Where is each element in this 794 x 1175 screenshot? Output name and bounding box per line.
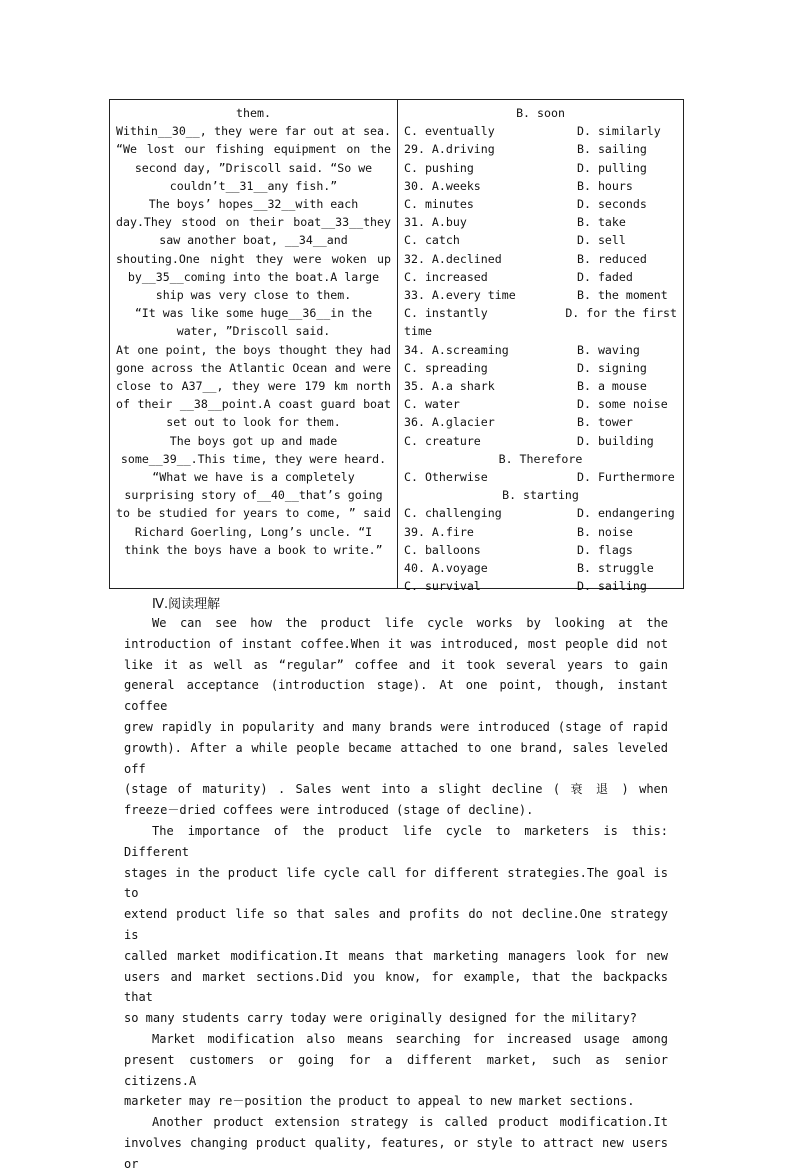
option-right: D. sailing	[577, 579, 647, 594]
option-row	[404, 159, 677, 177]
option-left: 35. A.a shark	[404, 379, 495, 394]
option-right: D. for the first	[565, 306, 677, 321]
option-right: B. sailing	[577, 142, 647, 157]
passage-line: We can see how the product life cycle works by looking at the	[152, 616, 668, 630]
cloze-line: think the boys have a book to write.”	[124, 542, 383, 557]
option-row	[404, 213, 677, 231]
option-right: D. similarly	[577, 124, 661, 139]
option-row	[404, 140, 677, 158]
cloze-line: close to A37__, they were 179 km north	[116, 379, 391, 394]
option-right: B. reduced	[577, 251, 647, 266]
option-left: C. instantly	[404, 306, 488, 321]
cloze-line: Within__30__, they were far out at sea.	[116, 124, 391, 139]
passage-line: extend product life so that sales and profits do not decline.One strategy is	[124, 907, 668, 942]
option-row	[404, 468, 677, 486]
option-left: C. minutes	[404, 197, 474, 212]
passage-paragraph	[124, 613, 668, 821]
cloze-line: of their __38__point.A coast guard boat	[116, 397, 391, 412]
passage-line: introduction of instant coffee.When it was introduced, most people did not	[124, 636, 668, 651]
option-right: B. the moment	[577, 288, 668, 303]
passage-line: involves changing product quality, features, or style to attract new users or	[124, 1135, 668, 1171]
cloze-table	[109, 99, 684, 594]
option-row	[404, 541, 677, 559]
option-left: C. challenging	[404, 506, 502, 521]
passage-line: stages in the product life cycle call for different strategies.The goal is to	[124, 865, 668, 901]
cloze-line: day.They stood on their boat__33__they	[116, 215, 391, 230]
option-left: C. eventually	[404, 124, 495, 139]
passage-line: so many students carry today were originally designed for the military?	[124, 1011, 637, 1026]
cloze-line: “It was like some huge__36__in the	[134, 306, 373, 321]
option-row	[404, 504, 677, 522]
passage-line: growth). After a while people became attached to one brand, sales leveled off	[124, 740, 668, 776]
passage-paragraph	[124, 1029, 668, 1112]
option-right: D. signing	[577, 360, 647, 375]
cloze-line: Richard Goerling, Long’s uncle. “I	[134, 524, 373, 539]
option-right: D. seconds	[577, 197, 647, 212]
option-left: C. catch	[404, 233, 460, 248]
passage-paragraph	[124, 1112, 668, 1174]
option-line: B. starting	[502, 488, 579, 503]
option-left: 34. A.screaming	[404, 342, 509, 357]
cloze-line: water, ”Driscoll said.	[176, 324, 331, 339]
cloze-line: The boys got up and made	[169, 433, 338, 448]
cloze-line: saw another boat, __34__and	[159, 233, 348, 248]
option-line: B. Therefore	[498, 451, 583, 466]
option-right: B. struggle	[577, 561, 654, 576]
option-left: C. pushing	[404, 160, 474, 175]
option-row	[404, 359, 677, 377]
option-row	[404, 577, 677, 595]
option-right: B. take	[577, 215, 626, 230]
option-right: B. noise	[577, 524, 633, 539]
option-left: 40. A.voyage	[404, 561, 488, 576]
cloze-line: second day, ”Driscoll said. “So we	[134, 160, 373, 175]
option-row	[404, 250, 677, 268]
option-left: 33. A.every time	[404, 288, 516, 303]
option-right: B. tower	[577, 415, 633, 430]
cloze-line: couldn’t__31__any fish.”	[169, 178, 338, 193]
option-row	[404, 122, 677, 140]
cloze-line: “We lost our fishing equipment on the	[116, 142, 391, 157]
cloze-line: shouting.One night they were woken up	[116, 251, 391, 266]
option-row	[404, 177, 677, 195]
option-row	[404, 231, 677, 249]
passage-line: The importance of the product life cycle to marketers is this: Different	[124, 823, 668, 859]
option-right: D. flags	[577, 542, 633, 557]
option-row	[404, 413, 677, 431]
option-row	[404, 559, 677, 577]
passage-line: freeze－dried coffees were introduced (stage of decline).	[124, 803, 534, 818]
option-right: D. some noise	[577, 397, 668, 412]
section-title: Ⅳ.阅读理解	[152, 597, 221, 612]
option-row	[404, 341, 677, 359]
option-line: B. soon	[516, 106, 565, 120]
passage-line: grew rapidly in popularity and many brands were introduced (stage of rapid	[124, 719, 668, 734]
option-left: 29. A.driving	[404, 142, 495, 157]
cloze-line: by__35__coming into the boat.A large	[127, 269, 380, 284]
option-left: 36. A.glacier	[404, 415, 495, 430]
option-row	[404, 304, 677, 322]
option-left: time	[404, 324, 432, 339]
option-left: C. spreading	[404, 360, 488, 375]
cloze-passage-column	[110, 100, 398, 588]
passage-paragraph	[124, 821, 668, 1029]
passage-line: called market modification.It means that marketing managers look for new	[124, 948, 668, 963]
option-row	[404, 432, 677, 450]
cloze-line: set out to look for them.	[166, 415, 341, 430]
option-right: B. a mouse	[577, 379, 647, 394]
option-row	[404, 523, 677, 541]
passage-line: Another product extension strategy is called product modification.It	[152, 1115, 668, 1130]
cloze-line: to be studied for years to come, ” said	[116, 506, 391, 521]
option-row	[404, 395, 677, 413]
cloze-line: The boys’ hopes__32__with each	[148, 197, 359, 212]
passage-line: general acceptance (introduction stage). At one point, though, instant coffee	[124, 678, 668, 714]
passage-line: (stage of maturity) . Sales went into a slight decline ( 衰 退 ) when	[124, 782, 668, 797]
option-row	[404, 268, 677, 286]
option-left: C. creature	[404, 433, 481, 448]
passage-line: present customers or going for a different market, such as senior citizens.A	[124, 1052, 668, 1088]
passage-line: marketer may re－position the product to appeal to new market sections.	[124, 1094, 635, 1109]
option-row	[404, 322, 677, 340]
cloze-line: surprising story of__40__that’s going	[124, 488, 383, 503]
option-row	[404, 377, 677, 395]
cloze-line: “What we have is a completely	[152, 470, 355, 485]
passage-line: like it as well as “regular” coffee and it took several years to gain	[124, 657, 668, 672]
passage-line: users and market sections.Did you know, for example, that the backpacks that	[124, 969, 668, 1005]
option-left: C. increased	[404, 269, 488, 284]
option-right: D. endangering	[577, 506, 675, 521]
option-right	[577, 322, 677, 340]
option-left: 39. A.fire	[404, 524, 474, 539]
option-right: B. waving	[577, 342, 640, 357]
option-left: 30. A.weeks	[404, 178, 481, 193]
option-right: D. faded	[577, 269, 633, 284]
option-row	[404, 195, 677, 213]
cloze-line: them.	[236, 106, 271, 120]
cloze-line: some__39__.This time, they were heard.	[120, 451, 387, 466]
option-right: B. hours	[577, 178, 633, 193]
option-right: D. pulling	[577, 160, 647, 175]
option-left: 31. A.buy	[404, 215, 467, 230]
option-left: C. Otherwise	[404, 470, 488, 485]
passage-line: Market modification also means searching for increased usage among	[152, 1031, 668, 1046]
option-left: C. balloons	[404, 542, 481, 557]
cloze-line: gone across the Atlantic Ocean and were	[116, 360, 391, 375]
option-left: 32. A.declined	[404, 251, 502, 266]
option-left: C. survival	[404, 579, 481, 594]
option-right: D. Furthermore	[577, 470, 675, 485]
reading-passage	[124, 613, 668, 1175]
cloze-line: At one point, the boys thought they had	[116, 342, 391, 357]
cloze-options-column	[398, 100, 683, 594]
cloze-line: ship was very close to them.	[155, 288, 352, 303]
option-row	[404, 286, 677, 304]
option-right: D. building	[577, 433, 654, 448]
option-left: C. water	[404, 397, 460, 412]
option-right: D. sell	[577, 233, 626, 248]
